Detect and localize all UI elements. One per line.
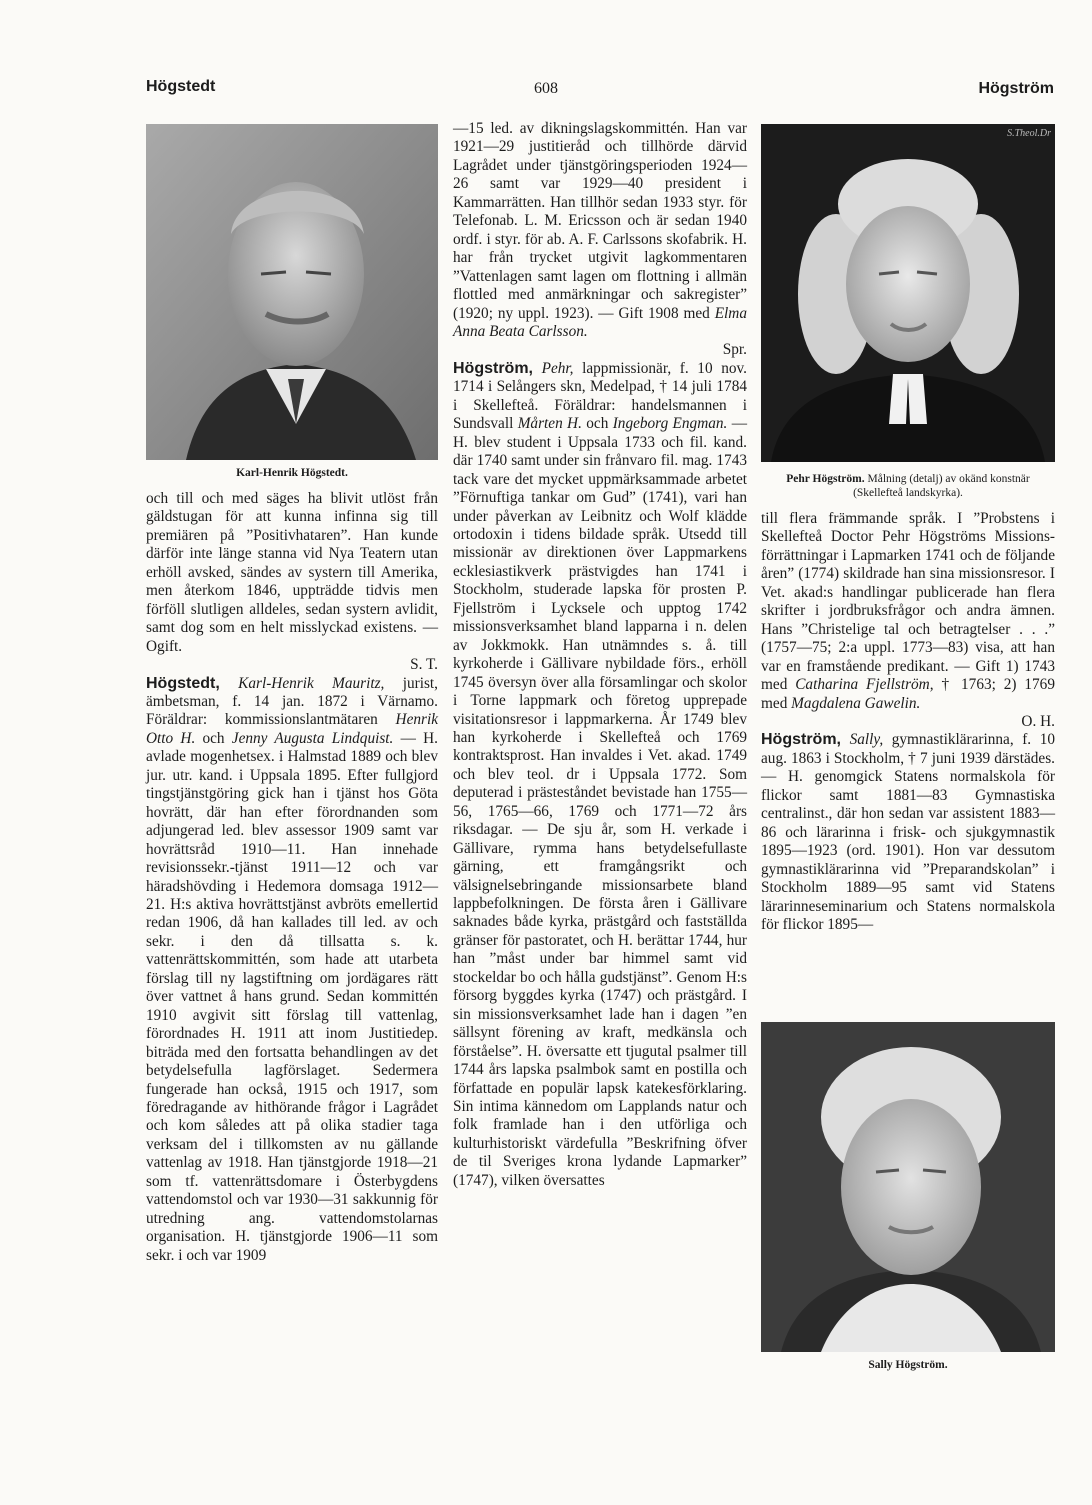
author-signature: S. T. — [410, 656, 438, 674]
entry-given-name: Sally, — [849, 731, 884, 749]
entry-hogstrom-pehr: Högström, Pehr, lappmissionär, f. 10 nov. 1714 i Selångers skn, Medelpad, † 14 juli 1784 i Skellefteå. Föräldrar: handelsmannen i Sundsvall Mårten H. och Ingeborg Engman. — H. blev student i Uppsala 1733 och fil. kand. där 1740 samt under sin frånvaro fil. mag. 1743 tack vare det mycket uppmärksammade arbetet ”Förnuftiga tankar om Gud” (1741), vari han under påverkan av Leibnitz och Wolf klädde ortodoxin i tidens bildade språk. Utsedd till missionär av direktionen över Lappmarkens ecklesiastikverk prästvigdes han 1741 i Stockholm, studerade lapska för prosten P. Fjellström i Lycksele och upptog 1742 missionsverksamhet bland lapparna i n. delen av Jokkmokk. Han utnämndes s. å. till kyrkoherde i Gällivare nybildade förs., erhöll 1745 översyn över alla församlingar och skolor i Torne lappmark och företog upprepade visitationsresor i lappmarkerna. År 1749 blev han kyrkoherde i Skellefteå och 1769 kontraktsprost. Han invaldes i Vet. akad. 1749 och blev teol. dr i Uppsala 1772. Som deputerad i prästeståndet bevistade han 1755—56, 1765—66, 1769 och 1771—72 års riksdagar. — De sju år, som H. verkade i Gällivare, rymma hans betydelsefullaste gärning, ett framgångsrikt och välsignelsebringande missionsarbete bland lappbefolkningen. De första åren i Gällivare saknades både kyrka, prästgård och fastställda gränser för pastoratet, och H. berättar 1744, hur han ”måst under bar himmel samt vid stockeldar bo och hålla gudstjänst”. Genom H:s försorg byggdes kyrka (1747) och prästgård. I sin missionsverksamhet lade han i dagen ”en sällsynt förening av kraft, medkänsla och förståelse”. H. översatte ett tjugutal psalmer till 1744 års lapska psalmbok samt en postilla och författade en populär lapsk katekesförklaring. Sin intima kännedom om Lapplands natur och folk framlade han i den utförliga och kulturhistoriskt värdefulla ”Beskrifning öfver de til Sveriges krona lydande Lapmarker” (1747), vilken översattes — [453, 359, 747, 1189]
painting-pehr-hogstrom — [761, 124, 1055, 462]
caption-pehr-rest: Målning (detalj) av okänd konstnär (Skellefteå landskyrka). — [853, 473, 1030, 499]
entry-given-name: Pehr, — [541, 359, 574, 377]
paragraph: —15 led. av dikningslagskommittén. Han var 1921—29 justitieråd och tillhörde därvid Lagrådet under tjänstgöringsperioden 1924—26 samt var 1929—40 president i Kammarrätten. Han tillhör sedan 1933 styr. för Telefonab. L. M. Ericsson och är sedan 1940 ordf. i styr. för ab. A. F. Carlssons skofabrik. H. har från trycket utgivit lagkommentaren ”Vattenlagen samt lagen om flottning i allmän flottled med anmärkningar och sakregister” (1920; ny uppl. 1923). — Gift 1908 med Elma Anna Beata Carlsson. Spr. — [453, 120, 747, 359]
page-number: 608 — [534, 80, 558, 97]
portrait-karl-henrik-hogstedt — [146, 124, 438, 460]
text-column-3 — [761, 510, 1055, 934]
running-head-right: Högström — [978, 80, 1054, 97]
portrait-sally-hogstrom — [761, 1022, 1055, 1352]
text-column-2 — [453, 120, 747, 1190]
entry-hogstrom-sally: Högström, Sally, gymnastiklärarinna, f. 10 aug. 1863 i Stockholm, † 7 juni 1939 därstädes. — H. genomgick Statens normalskola för flickor samt 1881—83 Gymnastiska centralinst., där hon sedan var assistent 1883—86 och lärarinna i frisk- och sjukgymnastik 1895—1923 (ord. 1901). Hon var dessutom gymnastiklärarinna vid ”Preparandskolan” i Stockholm 1889—95 samt vid Statens lärarinneseminarium och Statens normalskola för flickor 1895— — [761, 731, 1055, 933]
caption-karl-henrik: Karl-Henrik Högstedt. — [236, 467, 348, 479]
caption-pehr-name: Pehr Högström. — [786, 473, 865, 485]
author-signature: O. H. — [1021, 712, 1055, 730]
caption-pehr-hogstrom — [761, 472, 1055, 500]
paragraph: till flera främmande språk. I ”Probstens i Skellefteå Doctor Pehr Högströms Missions-förrättningar i Lapmarken 1741 och de följande åren” (1774) skildrade han sina missionsresor. I Vet. akad:s handlingar publicerade han flera skrifter i jordbruksfrågor och andra ämnen. Hans ”Christelige tal och betragtelser . . .” (1757—75; 2:a uppl. 1773—83) visa, att han var en framstående predikant. — Gift 1) 1743 med Catharina Fjellström, † 1763; 2) 1769 med Magdalena Gawelin. O. H. — [761, 510, 1055, 730]
paragraph: och till och med säges ha blivit utlöst från gäldstugan för att kunna infinna sig till premiären på ”Positivhataren”. Han kunde därför inte länge stanna vid Nya Teatern utan erhöll avsked, sändes av systern till Amerika, men återkom 1846, uppträdde tidvis men förföll slutligen alldeles, sedan systern avlidit, samt dog som en helt misslyckad existens. — Ogift. S. T. — [146, 490, 438, 674]
author-signature: Spr. — [722, 341, 747, 359]
page-header — [0, 78, 1092, 106]
painting-corner-inscription: S.Theol.Dr — [1007, 128, 1051, 139]
running-head-left: Högstedt — [146, 78, 216, 95]
entry-headword: Högström, — [761, 731, 841, 749]
caption-sally: Sally Högström. — [868, 1359, 948, 1371]
entry-hogstedt-karl-henrik: Högstedt, Karl-Henrik Mauritz, jurist, ämbetsman, f. 14 jan. 1872 i Värnamo. Föräldrar: kommissionslantmätaren Henrik Otto H. och Jenny Augusta Lindquist. — H. avlade mogenhetsex. i Halmstad 1889 och blev jur. utr. kand. i Uppsala 1895. Efter fullgjord tingstjänstgöring gick han i tjänst hos Göta hovrätt, där han efter förordnanden som adjungerad led. blev assessor 1909 samt var hovrättsråd 1910—11. Han innehade revisionssekr.-tjänst 1911—12 och var häradshövding i Hedemora domsaga 1912—21. H:s aktiva hovrättstjänst avbröts emellertid redan 1906, då han kallades till led. av och sekr. i den då tillsatta s. k. vattenrättskommittén, som hade att utarbeta förslag till ny lagstiftning om jordägares rätt över vattnet å hans grund. Sedan kommittén 1910 avgivit sitt förslag till vattenlag, förordnades H. 1911 att inom Justitiedep. biträda med den fortsatta behandlingen av det betydelsefulla lagförslaget. Sedermera fungerade han också, 1915 och 1917, som föredragande av hithörande frågor i Lagrådet och kom således att på olika stadier taga verksam del i tillkomsten av nu gällande vattenlag av 1918. Han tjänstgjorde 1918—21 som tf. vattenrättsdomare i Österbygdens vattendomstol och var 1930—31 sakkunnig för utredning ang. vattendomstolarnas organisation. H. tjänstgjorde 1906—11 som sekr. i och var 1909 — [146, 674, 439, 1264]
entry-headword: Högström, — [453, 359, 533, 377]
entry-given-name: Karl-Henrik Mauritz, — [238, 674, 385, 692]
text-column-1 — [146, 490, 438, 1265]
entry-headword: Högstedt, — [146, 674, 220, 692]
